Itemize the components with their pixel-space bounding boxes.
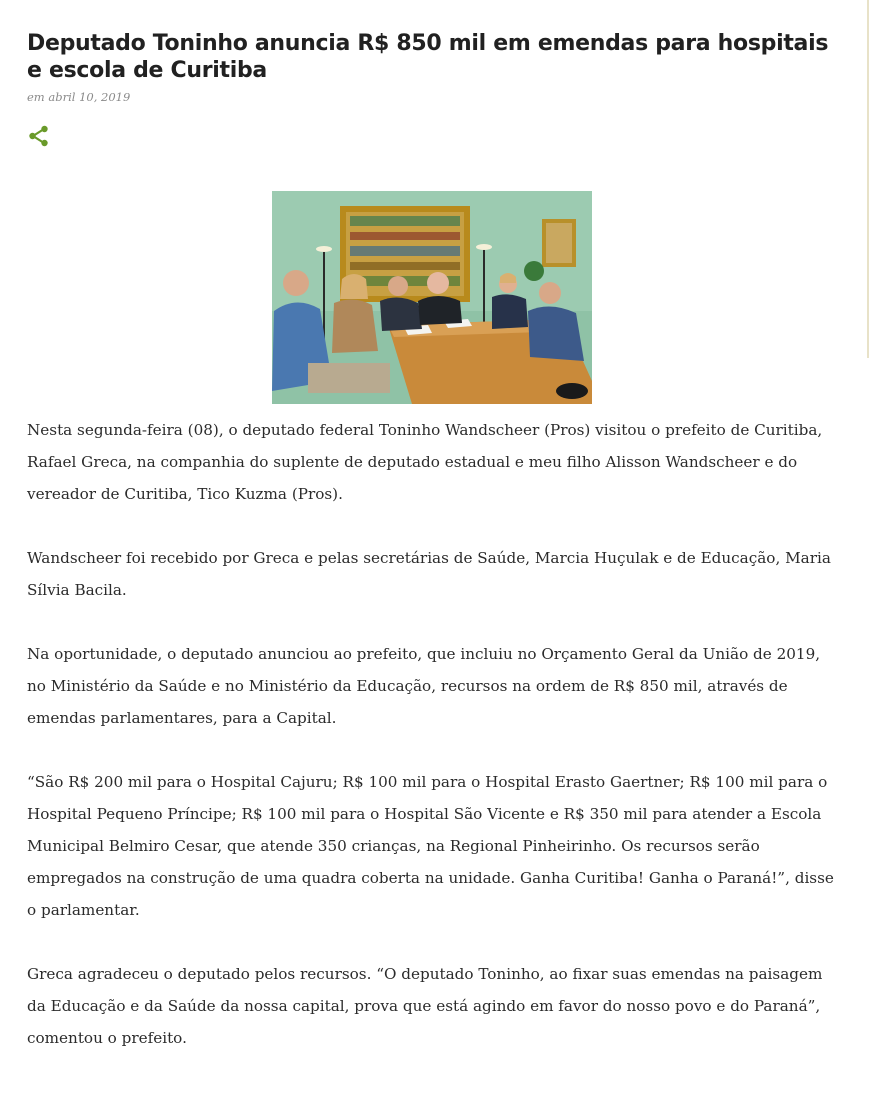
page-edge-rule [867,0,869,358]
paragraph: Greca agradeceu o deputado pelos recursos. “O deputado Toninho, ao fixar suas emendas na paisagem da Educação e da Saúde da nossa capital, prova que está agindo em favor do nosso povo e do Paraná”, comentou o prefeito. [27,965,823,1047]
paragraph: Wandscheer foi recebido por Greca e pelas secretárias de Saúde, Marcia Huçulak e de Educação, Maria Sílvia Bacila. [27,549,831,599]
post-date: em abril 10, 2019 [27,90,131,104]
post-title[interactable]: Deputado Toninho anuncia R$ 850 mil em emendas para hospitais e escola de Curitiba [27,31,829,83]
post-body [27,414,835,1086]
paragraph: “São R$ 200 mil para o Hospital Cajuru; R$ 100 mil para o Hospital Erasto Gaertner; R$ 100 mil para o Hospital Pequeno Príncipe; R$ 100 mil para o Hospital São Vicente e R$ 350 mil para atender a Escola Municipal Belmiro Cesar, que atende 350 crianças, na Regional Pinheirinho. Os recursos serão empregados na construção de uma quadra coberta na unidade. Ganha Curitiba! Ganha o Paraná!”, disse o parlamentar. [27,773,834,919]
paragraph: Nesta segunda-feira (08), o deputado federal Toninho Wandscheer (Pros) visitou o prefeito de Curitiba, Rafael Greca, na companhia do suplente de deputado estadual e meu filho Alisson Wandscheer e do vereador de Curitiba, Tico Kuzma (Pros). [27,421,823,503]
post-photo[interactable] [272,191,592,404]
paragraph: Na oportunidade, o deputado anunciou ao prefeito, que incluiu no Orçamento Geral da União de 2019, no Ministério da Saúde e no Ministério da Educação, recursos na ordem de R$ 850 mil, através de emendas parlamentares, para a Capital. [27,645,821,727]
blog-post [27,0,835,1047]
share-icon[interactable] [27,124,51,148]
